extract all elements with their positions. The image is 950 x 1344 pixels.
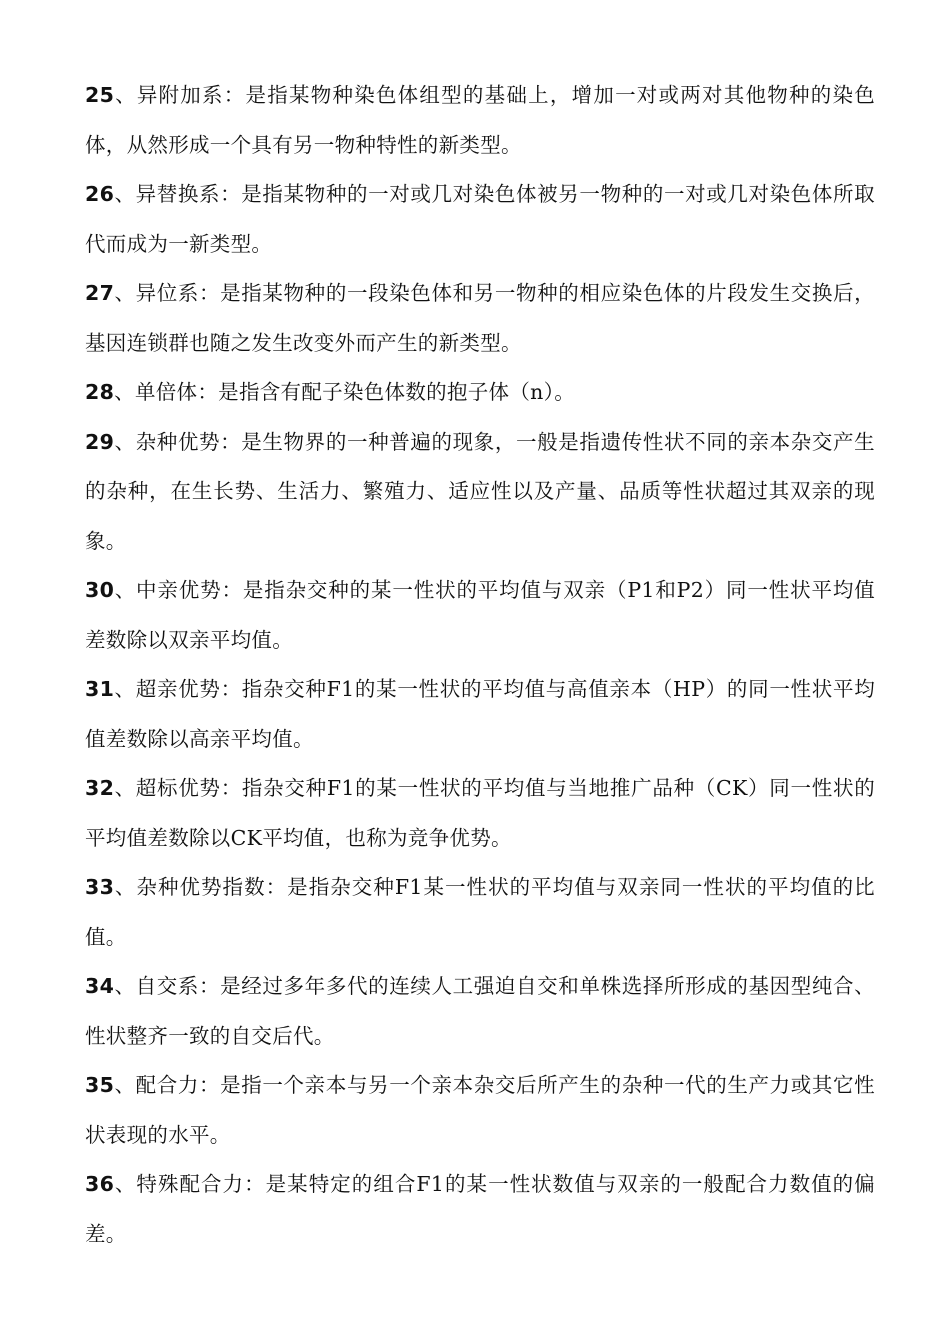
entry-number: 34 <box>85 974 115 998</box>
entry-number: 29 <box>85 429 115 454</box>
entry-number: 25 <box>85 83 115 107</box>
entry-text: 、配合力：是指一个亲本与另一个亲本杂交后所产生的杂种一代的生产力或其它性状表现的水平。 <box>85 1073 875 1147</box>
entry-text: 、自交系：是经过多年多代的连续人工强迫自交和单株选择所形成的基因型纯合、性状整齐一致的自交后代。 <box>85 974 875 1048</box>
glossary-entry-28 <box>85 368 875 418</box>
entry-number: 26 <box>85 182 115 206</box>
entry-number: 33 <box>85 875 115 899</box>
entry-text: 、超亲优势：指杂交种F1的某一性状的平均值与高值亲本（HP）的同一性状平均值差数除以高亲平均值。 <box>85 677 875 751</box>
entry-text: 、异位系：是指某物种的一段染色体和另一物种的相应染色体的片段发生交换后，基因连锁群也随之发生改变外而产生的新类型。 <box>85 281 875 355</box>
entry-number: 30 <box>85 578 115 602</box>
glossary-entry-27 <box>85 269 875 368</box>
entry-number: 28 <box>85 380 115 404</box>
entry-text: 、单倍体：是指含有配子染色体数的抱子体（n）。 <box>114 380 575 404</box>
entry-text: 、中亲优势：是指杂交种的某一性状的平均值与双亲（P1和P2）同一性状平均值差数除以双亲平均值。 <box>85 578 875 652</box>
entry-text: 、异附加系：是指某物种染色体组型的基础上，增加一对或两对其他物种的染色体，从然形成一个具有另一物种特性的新类型。 <box>85 83 875 157</box>
entry-text: 、超标优势：指杂交种F1的某一性状的平均值与当地推广品种（CK）同一性状的平均值差数除以CK平均值，也称为竞争优势。 <box>85 776 875 850</box>
glossary-entry-34 <box>85 962 875 1061</box>
glossary-entry-26 <box>85 170 875 269</box>
glossary-entry-31 <box>85 665 875 764</box>
entry-text: 、杂种优势：是生物界的一种普遍的现象，一般是指遗传性状不同的亲本杂交产生的杂种，在生长势、生活力、繁殖力、适应性以及产量、品质等性状超过其双亲的现象。 <box>85 429 875 553</box>
glossary-entry-29 <box>85 418 875 567</box>
entry-number: 32 <box>85 776 115 800</box>
glossary-entry-32 <box>85 764 875 863</box>
glossary-list <box>85 71 875 1259</box>
entry-number: 27 <box>85 281 115 305</box>
entry-text: 、特殊配合力：是某特定的组合F1的某一性状数值与双亲的一般配合力数值的偏差。 <box>85 1172 875 1246</box>
glossary-entry-33 <box>85 863 875 962</box>
entry-number: 31 <box>85 677 115 701</box>
glossary-entry-36 <box>85 1160 875 1259</box>
glossary-entry-35 <box>85 1061 875 1160</box>
entry-number: 35 <box>85 1073 115 1097</box>
entry-number: 36 <box>85 1172 115 1196</box>
glossary-entry-25 <box>85 71 875 170</box>
entry-text: 、杂种优势指数：是指杂交种F1某一性状的平均值与双亲同一性状的平均值的比值。 <box>85 875 875 949</box>
glossary-entry-30 <box>85 566 875 665</box>
entry-text: 、异替换系：是指某物种的一对或几对染色体被另一物种的一对或几对染色体所取代而成为一新类型。 <box>85 182 875 256</box>
